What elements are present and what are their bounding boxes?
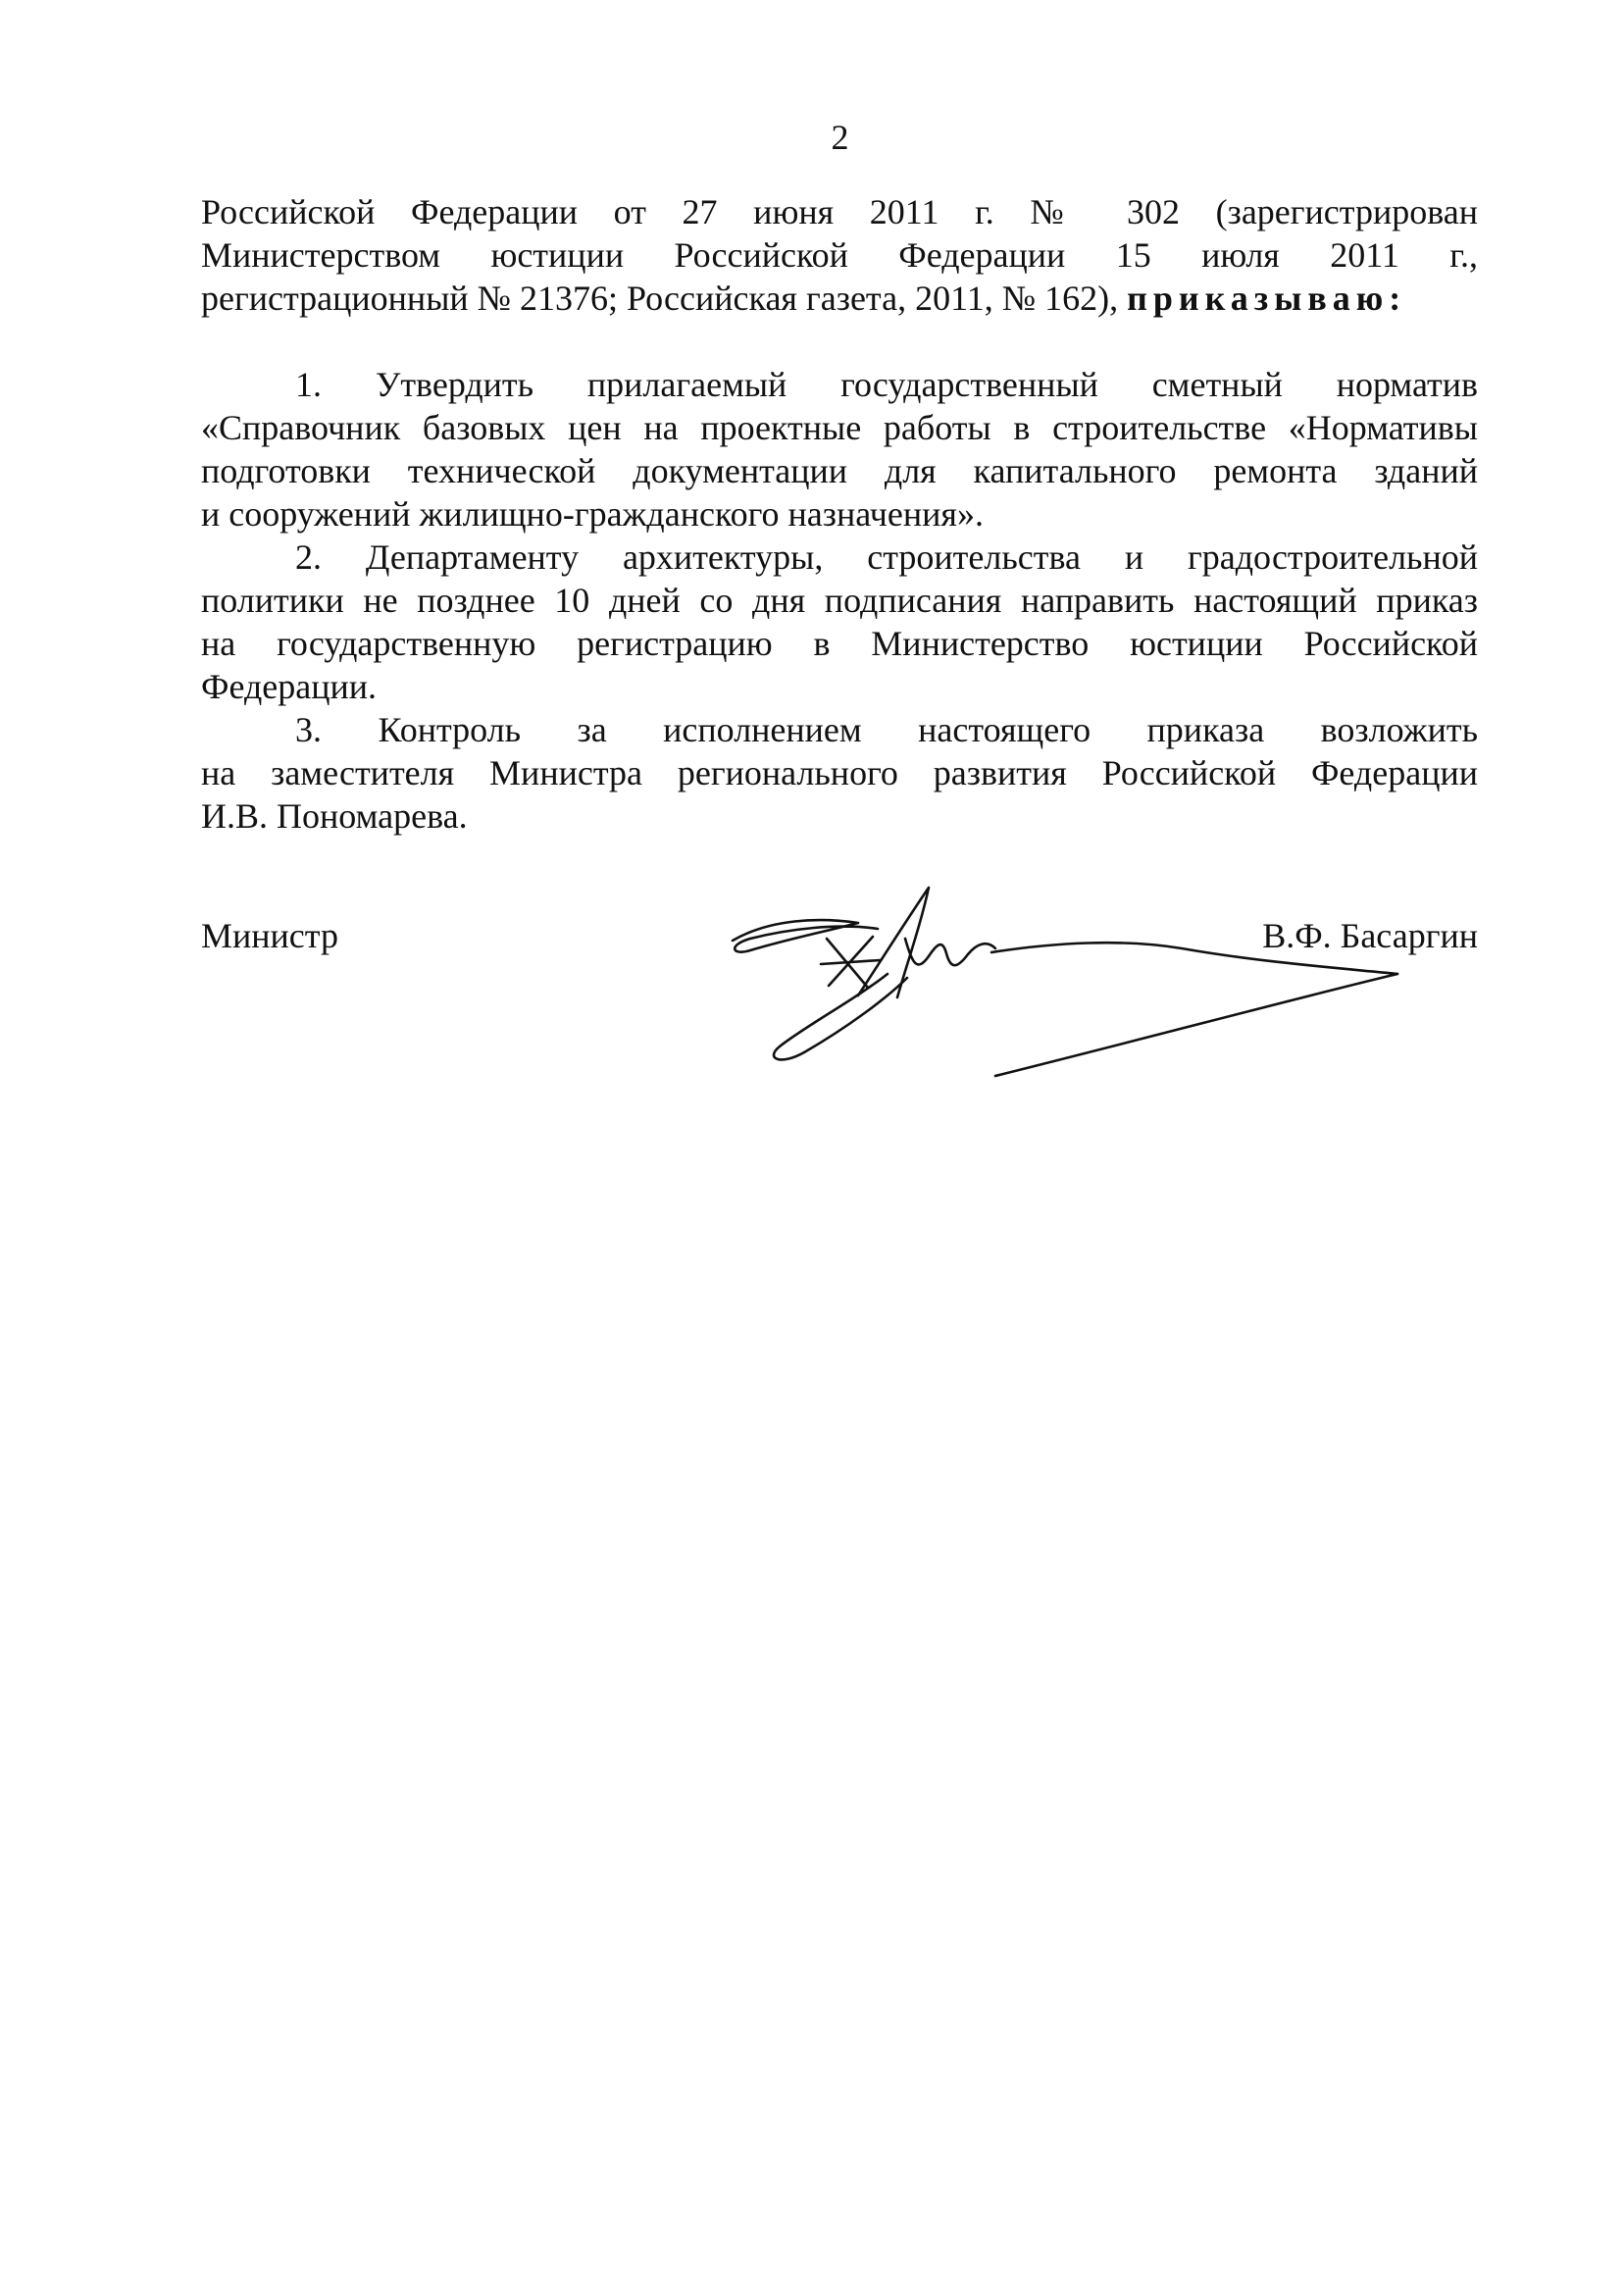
item-line: и сооружений жилищно-гражданского назначения». — [201, 494, 984, 534]
item-line: на государственную регистрацию в Министерство юстиции Российской — [201, 624, 1478, 663]
item-line-text: Контроль за исполнением настоящего приказа возложить — [378, 710, 1478, 749]
order-item-3 — [201, 708, 1478, 838]
item-line — [201, 708, 1478, 751]
handwritten-signature — [711, 880, 1456, 1086]
item-number: 1. — [295, 365, 322, 404]
signature-block — [201, 914, 1478, 1091]
order-keyword: приказываю: — [1127, 279, 1407, 318]
signatory-role: Министр — [201, 916, 338, 955]
intro-paragraph — [201, 190, 1478, 320]
item-line — [201, 363, 1478, 406]
item-line: И.В. Пономарева. — [201, 796, 468, 836]
intro-line-text: регистрационный № 21376; Российская газета, 2011, № 162), — [201, 279, 1119, 318]
item-line — [201, 536, 1478, 579]
item-line: политики не позднее 10 дней со дня подписания направить настоящий приказ — [201, 581, 1478, 620]
intro-line: Министерством юстиции Российской Федерации 15 июля 2011 г., — [201, 235, 1478, 275]
item-line: Федерации. — [201, 667, 378, 706]
order-items — [201, 363, 1478, 838]
item-line: «Справочник базовых цен на проектные работы в строительстве «Нормативы — [201, 408, 1478, 447]
item-line-text: Департаменту архитектуры, строительства и градостроительной — [365, 537, 1478, 577]
signatory-name: В.Ф. Басаргин — [1262, 916, 1478, 955]
page-number: 2 — [831, 118, 849, 157]
item-number: 2. — [295, 537, 322, 577]
intro-line — [201, 277, 1478, 320]
item-line: на заместителя Министра регионального развития Российской Федерации — [201, 753, 1478, 792]
item-line-text: Утвердить прилагаемый государственный сметный норматив — [375, 365, 1479, 404]
intro-line: Российской Федерации от 27 июня 2011 г. № 302 (зарегистрирован — [201, 192, 1478, 231]
item-line: подготовки технической документации для капитального ремонта зданий — [201, 451, 1478, 490]
item-number: 3. — [295, 710, 322, 749]
order-item-1 — [201, 363, 1478, 536]
order-item-2 — [201, 536, 1478, 708]
